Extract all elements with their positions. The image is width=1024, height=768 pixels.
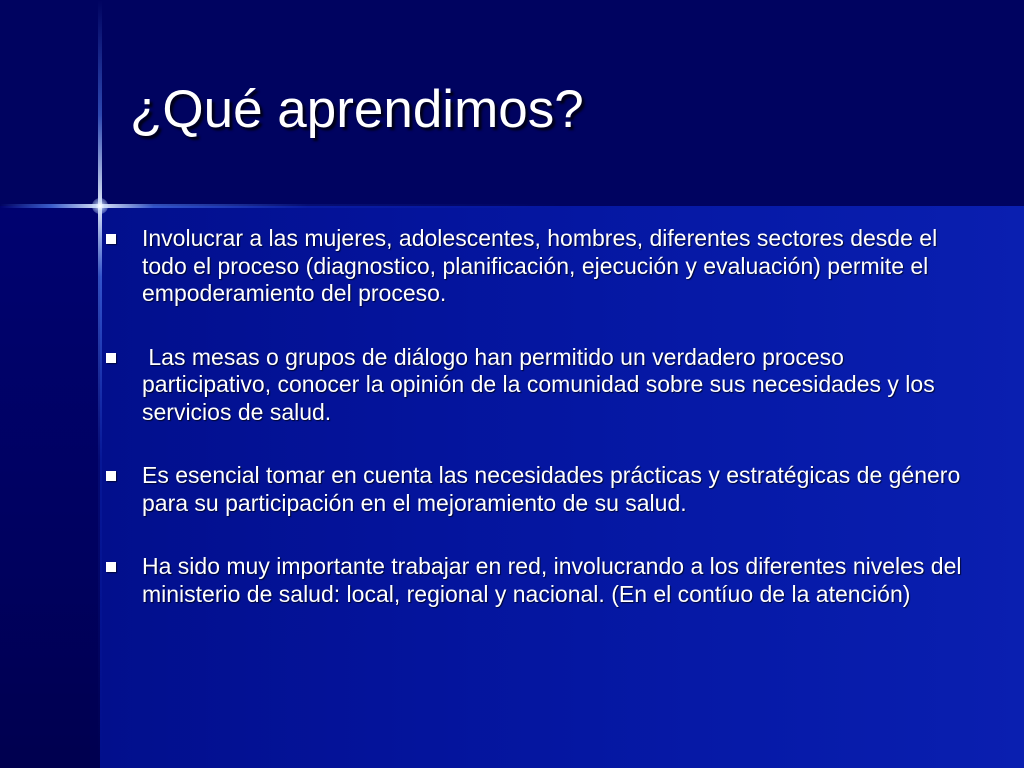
bullet-text-1: Involucrar a las mujeres, adolescentes, hombres, diferentes sectores desde el todo el proceso (diagnostico, planificación, ejecución y evaluación) permite el empoderamiento del proceso. [142, 225, 938, 306]
bullet-text-3: Es esencial tomar en cuenta las necesidades prácticas y estratégicas de género para su participación en el mejoramiento de su salud. [142, 462, 961, 516]
bullet-item-2 [104, 344, 964, 427]
square-bullet-icon [106, 562, 116, 572]
horizontal-light-flare [0, 204, 1024, 208]
bullet-text-4: Ha sido muy importante trabajar en red, involucrando a los diferentes niveles del ministerio de salud: local, regional y nacional. (En el contíuo de la atención) [142, 553, 962, 607]
vertical-light-flare [98, 0, 102, 768]
bullet-item-3 [104, 462, 964, 517]
bullet-item-4 [104, 553, 964, 608]
bullet-text-2: Las mesas o grupos de diálogo han permitido un verdadero proceso participativo, conocer la opinión de la comunidad sobre sus necesidades y los servicios de salud. [142, 343, 942, 425]
bullet-list [104, 225, 964, 644]
flare-star-icon [92, 198, 108, 214]
slide-title: ¿Qué aprendimos? [130, 80, 584, 139]
left-band [0, 206, 100, 768]
bullet-item-1 [104, 225, 964, 308]
square-bullet-icon [106, 471, 116, 481]
square-bullet-icon [106, 353, 116, 363]
square-bullet-icon [106, 234, 116, 244]
